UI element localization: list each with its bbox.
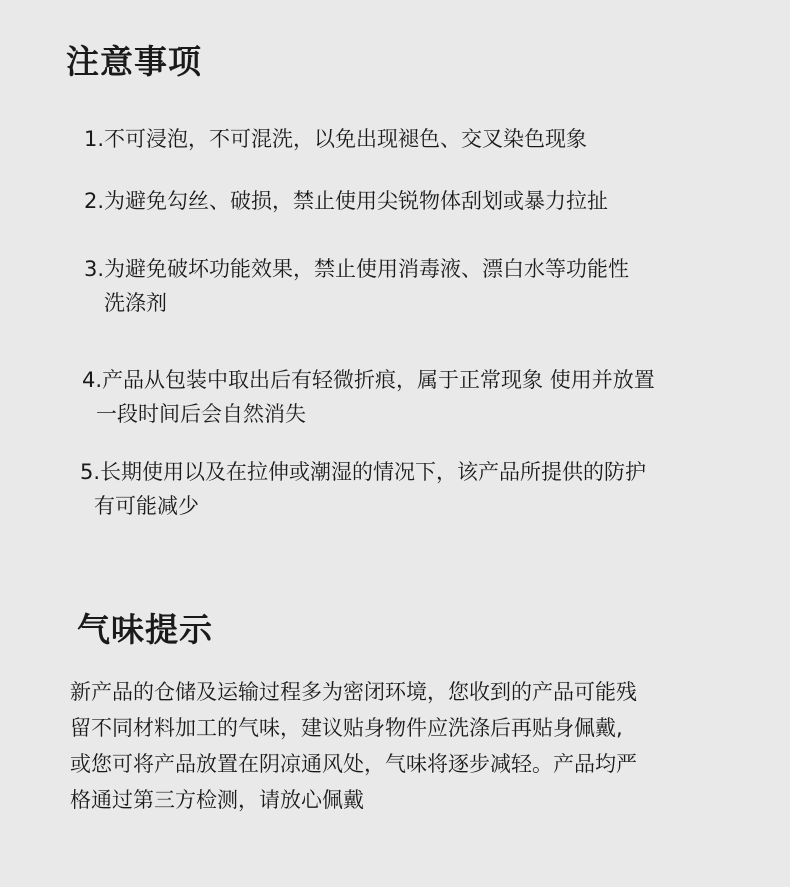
notice-item-5 [80, 455, 646, 523]
notice-item-4-line-1: 4.产品从包装中取出后有轻微折痕，属于正常现象 使用并放置 [82, 368, 655, 392]
smell-title: 气味提示 [77, 610, 213, 649]
smell-line-1: 新产品的仓储及运输过程多为密闭环境，您收到的产品可能残 [70, 680, 637, 704]
notice-item-2 [84, 184, 608, 218]
notice-item-2-line-1: 2.为避免勾丝、破损，禁止使用尖锐物体刮划或暴力拉扯 [84, 189, 609, 213]
notice-title: 注意事项 [66, 42, 202, 81]
smell-paragraph [70, 674, 637, 818]
notice-item-4-line-2: 一段时间后会自然消失 [96, 402, 306, 426]
notice-item-1 [84, 122, 587, 156]
smell-line-3: 或您可将产品放置在阴凉通风处，气味将逐步减轻。产品均严 [70, 752, 637, 776]
notice-item-3 [84, 252, 629, 320]
smell-line-2: 留不同材料加工的气味，建议贴身物件应洗涤后再贴身佩戴, [70, 716, 623, 740]
notice-item-3-line-2: 洗涤剂 [104, 291, 167, 315]
notice-item-1-line-1: 1.不可浸泡，不可混洗，以免出现褪色、交叉染色现象 [84, 127, 588, 151]
notice-item-5-line-1: 5.长期使用以及在拉伸或潮湿的情况下，该产品所提供的防护 [80, 460, 647, 484]
smell-line-4: 格通过第三方检测，请放心佩戴 [70, 788, 364, 812]
notice-item-3-line-1: 3.为避免破坏功能效果，禁止使用消毒液、漂白水等功能性 [84, 257, 630, 281]
notice-item-5-line-2: 有可能减少 [94, 494, 199, 518]
notice-item-4 [82, 363, 655, 431]
